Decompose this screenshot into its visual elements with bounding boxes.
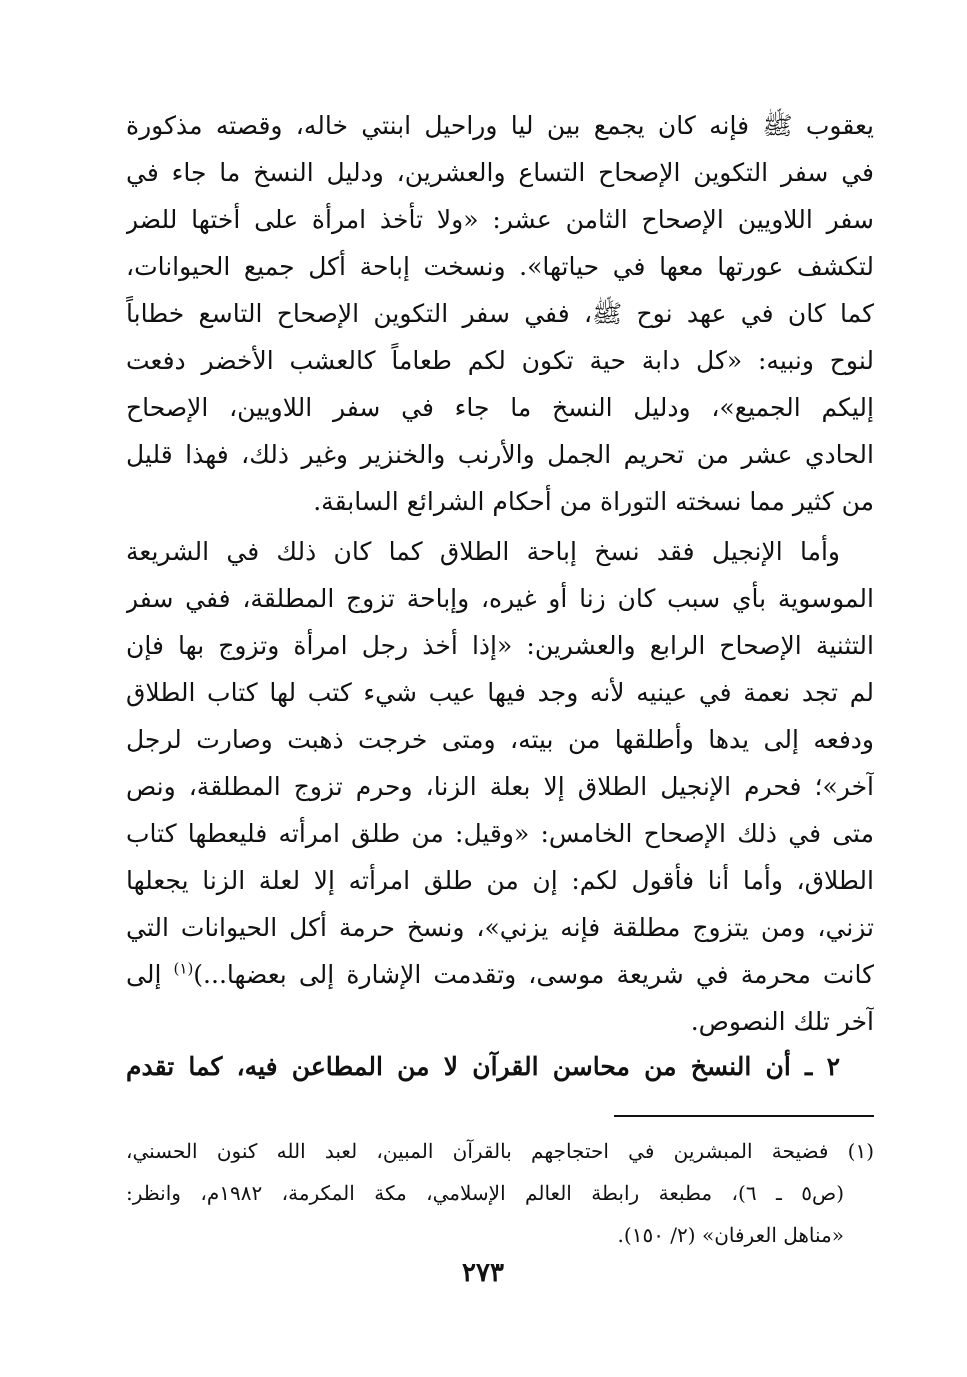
text-line: لتكشف عورتها معها في حياتها». ونسخت إباحة أكل جميع الحيوانات، — [126, 252, 874, 281]
text-line-with-footnote — [126, 951, 874, 998]
footnote-marker: (١) — [173, 959, 194, 978]
text-line: لنوح ونبيه: «كل دابة حية تكون لكم طعاماً كالعشب الأخضر دفعت — [126, 346, 874, 375]
page-number: ٢٧٣ — [462, 1258, 504, 1288]
text-line: الحادي عشر من تحريم الجمل والأرنب والخنزير وغير ذلك، فهذا قليل — [126, 440, 874, 469]
text-line: ودفعه إلى يدها وأطلقها من بيته، ومتى خرجت ذهبت وصارت لرجل — [126, 725, 874, 754]
footnote-line: (ص٥ ـ ٦)، مطبعة رابطة العالم الإسلامي، مكة المكرمة، ١٩٨٢م، وانظر: — [126, 1181, 845, 1205]
line-text: إلى — [126, 960, 174, 989]
footnotes — [126, 1130, 874, 1256]
text-line: سفر اللاويين الإصحاح الثامن عشر: «ولا تأخذ امرأة على أختها للضر — [126, 205, 874, 234]
footnote-divider — [614, 1115, 874, 1117]
text-line: وأما الإنجيل فقد نسخ إباحة الطلاق كما كان ذلك في الشريعة — [126, 537, 840, 566]
text-line: الموسوية بأي سبب كان زنا أو غيره، وإباحة تزوج المطلقة، ففي سفر — [126, 584, 874, 613]
line-text: كانت محرمة في شريعة موسى، وتقدمت الإشارة إلى بعضها...) — [193, 960, 874, 989]
text-line: الطلاق، وأما أنا فأقول لكم: إن من طلق امرأته إلا لعلة الزنا يجعلها — [126, 866, 874, 895]
section-heading: ٢ ـ أن النسخ من محاسن القرآن لا من المطاعن فيه، كما تقدم — [126, 1052, 840, 1081]
paragraph-1 — [126, 102, 874, 525]
text-line: يعقوب ﷺ فإنه كان يجمع بين ليا وراحيل ابنتي خاله، وقصته مذكورة — [126, 111, 874, 140]
text-line: التثنية الإصحاح الرابع والعشرين: «إذا أخذ رجل امرأة وتزوج بها فإن — [126, 631, 874, 660]
text-line: تزني، ومن يتزوج مطلقة فإنه يزني»، ونسخ حرمة أكل الحيوانات التي — [126, 913, 874, 942]
text-line: من كثير مما نسخته التوراة من أحكام الشرائع السابقة. — [313, 487, 874, 516]
text-line: لم تجد نعمة في عينيه لأنه وجد فيها عيب شيء كتب لها كتاب الطلاق — [126, 678, 874, 707]
paragraph-2 — [126, 528, 874, 1045]
text-line: آخر تلك النصوص. — [690, 1007, 874, 1036]
text-line: في سفر التكوين الإصحاح التساع والعشرين، ودليل النسخ ما جاء في — [126, 158, 874, 187]
text-line: متى في ذلك الإصحاح الخامس: «وقيل: من طلق امرأته فليعطها كتاب — [126, 819, 874, 848]
footnote-line: (١) فضيحة المبشرين في احتجاجهم بالقرآن المبين، لعبد الله كنون الحسني، — [126, 1139, 874, 1163]
text-line: كما كان في عهد نوح ﷺ، ففي سفر التكوين الإصحاح التاسع خطاباً — [126, 299, 874, 328]
heading-paragraph — [126, 1043, 874, 1090]
text-line: إليكم الجميع»، ودليل النسخ ما جاء في سفر اللاويين، الإصحاح — [126, 393, 874, 422]
text-line: آخر»؛ فحرم الإنجيل الطلاق إلا بعلة الزنا، وحرم تزوج المطلقة، ونص — [126, 772, 874, 801]
footnote-line: «مناهل العرفان» (٢/ ١٥٠). — [617, 1223, 844, 1247]
